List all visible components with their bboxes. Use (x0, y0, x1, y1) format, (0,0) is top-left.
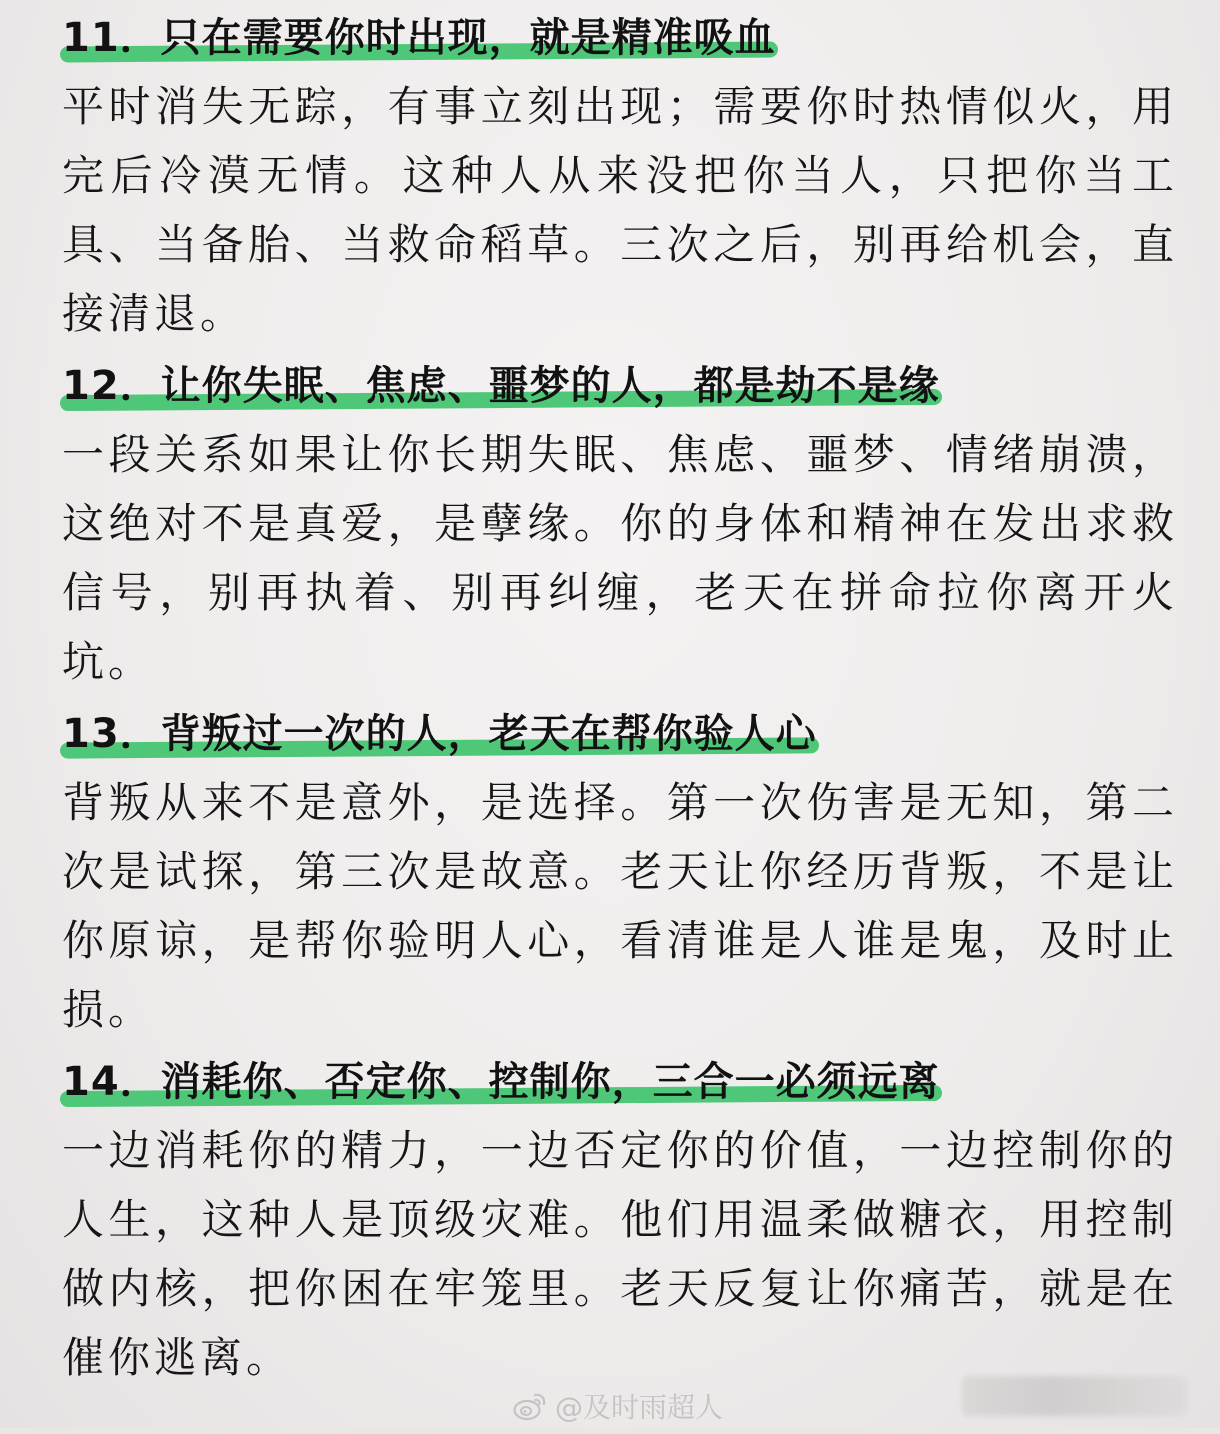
blurred-region (962, 1376, 1188, 1416)
watermark-text: @及时雨超人 (555, 1391, 724, 1424)
section-body: 平时消失无踪，有事立刻出现；需要你时热情似火，用完后冷漠无情。这种人从来没把你当人，只把你当工具、当备胎、当救命稻草。三次之后，别再给机会，直接清退。 (62, 82, 1178, 338)
section-14 (62, 1052, 1182, 1392)
section-heading-text: 13．背叛过一次的人，老天在帮你验人心 (62, 711, 817, 757)
watermark (513, 1384, 723, 1428)
section-body: 一段关系如果让你长期失眠、焦虑、噩梦、情绪崩溃，这绝对不是真爱，是孽缘。你的身体和精神在发出求救信号，别再执着、别再纠缠，老天在拼命拉你离开火坑。 (62, 430, 1178, 686)
section-heading-text: 11．只在需要你时出现，就是精准吸血 (62, 15, 776, 61)
bottom-strip (0, 1428, 1220, 1434)
section-body: 一边消耗你的精力，一边否定你的价值，一边控制你的人生，这种人是顶级灾难。他们用温柔做糖衣，用控制做内核，把你困在牢笼里。老天反复让你痛苦，就是在催你逃离。 (62, 1126, 1178, 1382)
section-heading (62, 1052, 940, 1112)
section-11 (62, 8, 1182, 348)
section-heading-text: 12．让你失眠、焦虑、噩梦的人，都是劫不是缘 (62, 363, 940, 409)
section-13 (62, 704, 1182, 1044)
section-heading (62, 356, 940, 416)
weibo-icon (513, 1391, 547, 1421)
section-heading (62, 704, 817, 764)
section-heading-text: 14．消耗你、否定你、控制你，三合一必须远离 (62, 1059, 940, 1105)
section-12 (62, 356, 1182, 696)
section-body: 背叛从来不是意外，是选择。第一次伤害是无知，第二次是试探，第三次是故意。老天让你经历背叛，不是让你原谅，是帮你验明人心，看清谁是人谁是鬼，及时止损。 (62, 778, 1178, 1034)
section-heading (62, 8, 776, 68)
